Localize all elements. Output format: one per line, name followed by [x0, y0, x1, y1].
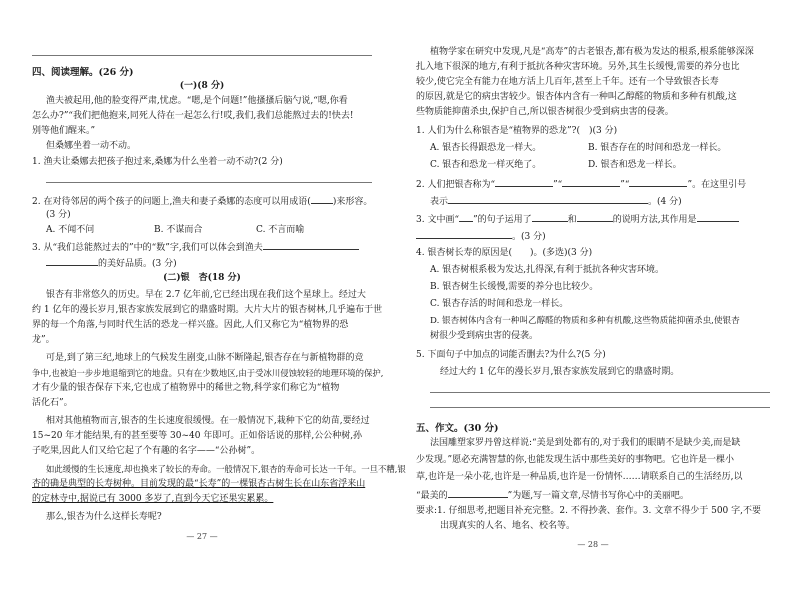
option-c[interactable]: C. 不言而喻	[256, 225, 305, 235]
question-1: 1. 渔夫让桑娜去把孩子抱过来,桑娜为什么坐着一动不动?(2 分)	[32, 157, 283, 167]
answer-line[interactable]	[430, 407, 770, 408]
question-b2-cont: 表示 。(4 分)	[430, 194, 682, 208]
passage-two-cont-line: 较少,使它完全有能力在地方活上几百年,甚至上千年。还有一个导致银杏长寿	[416, 77, 719, 87]
answer-line[interactable]	[46, 182, 372, 183]
passage-two-line: 子吃果,因此人们又给它起了个有趣的名字——“公孙树”。	[32, 446, 261, 456]
question-b5: 5. 下面句子中加点的词能否删去?为什么?(5 分)	[416, 350, 606, 360]
composition-line: 草,也许是一朵小花,也许是一种品质,也许是一份情怀……请联系自己的生活经历,以	[416, 472, 743, 482]
answer-blank[interactable]	[532, 212, 568, 222]
passage-one-line: 别等他们醒来。”	[32, 126, 96, 136]
answer-blank[interactable]	[562, 177, 620, 187]
answer-blank[interactable]	[416, 229, 512, 239]
answer-blank[interactable]	[577, 212, 613, 222]
passage-two-cont-line: 些物质能抑菌杀虫,保护自己,所以银杏树很少受到病虫害的侵袭。	[416, 107, 674, 117]
answer-blank[interactable]	[46, 256, 98, 266]
question-b1: 1. 人们为什么称银杏是“植物界的恐龙”?( )(3 分)	[416, 126, 618, 136]
passage-two-line: 可是,到了第三纪,地球上的气候发生剧变,山脉不断隆起,银杏存在与新植物群的竞	[46, 353, 364, 363]
passage-two-line: 那么,银杏为什么这样长寿呢?	[46, 512, 162, 522]
answer-blank[interactable]	[697, 212, 739, 222]
question-b5-sentence: 经过大约 1 亿年的漫长岁月,银杏家族发展到它的鼎盛时期。	[440, 367, 680, 377]
passage-one-line: 渔夫被起用,他的脸变得严肃,忧虑。“嗯,是个问题!”他搔搔后脑勺说,“嗯,你看	[46, 96, 348, 106]
question-2: 2. 在对待邻居的两个孩子的问题上,渔夫和妻子桑娜的态度可以用成语( )来形容。	[32, 194, 372, 208]
option-a[interactable]: A. 不闻不问	[46, 225, 95, 235]
passage-two-line: 相对其他植物而言,银杏的生长速度很缓慢。在一般情况下,栽种下它的幼苗,要经过	[46, 416, 370, 426]
passage-one-title: (一)(8 分)	[179, 81, 225, 91]
answer-blank[interactable]	[263, 240, 359, 250]
passage-two-line: 约 1 亿年的漫长岁月,银杏家族发展到它的鼎盛时期。大片大片的银杏树林,几乎遍布于世	[32, 305, 383, 315]
answer-blank[interactable]	[629, 177, 687, 187]
answer-blank[interactable]	[311, 194, 333, 204]
passage-two-cont-line: 的原因,就是它的病虫害较少。银杏体内含有一种叫乙醇醛的物质和多种有机酸,这	[416, 92, 737, 102]
section-four-title: 四、阅读理解。(26 分)	[32, 67, 134, 78]
composition-line: 法国雕塑家罗丹曾这样说:“美是到处都有的,对于我们的眼睛不是缺少美,而是缺	[430, 438, 741, 448]
option-b[interactable]: B. 不谋而合	[154, 225, 203, 235]
question-b4: 4. 银杏树长寿的原因是( )。(多选)(3 分)	[416, 248, 593, 258]
option-c[interactable]: C. 银杏存活的时间和恐龙一样长。	[430, 299, 569, 309]
requirements-line: 出现真实的人名、地名、校名等。	[440, 521, 576, 531]
passage-two-line: 15~20 年才能结果,有的甚至要等 30~40 年即可。正如俗话说的那样,公公种树,孙	[32, 431, 363, 441]
question-3-cont: 的美好品质。(3 分)	[46, 256, 177, 270]
top-rule	[32, 55, 372, 56]
passage-one-line: 但桑娜坐着一动不动。	[46, 141, 137, 151]
passage-two-line: 如此缓慢的生长速度,却也换来了较长的寿命。一般情况下,银杏的寿命可长达一千年。一旦不糟,银	[46, 464, 406, 474]
question-2-score: (3 分)	[46, 210, 71, 220]
question-b3: 3. 文中画“ ”的句子运用了 和 的说明方法,其作用是	[416, 212, 739, 226]
option-b[interactable]: B. 银杏存在的时间和恐龙一样长。	[588, 143, 727, 153]
option-d[interactable]: D. 银杏树体内含有一种叫乙醇醛的物质和多种有机酸,这些物质能抑菌杀虫,使银杏	[430, 316, 740, 326]
question-b3-cont: 。(3 分)	[416, 229, 546, 243]
composition-title-line: “最美的 ”为题,写一篇文章,尽情书写你心中的美丽吧。	[416, 488, 689, 502]
composition-line: 少发现。”愿必充满智慧的你,也能发现生活中那些美好的事物吧。它也许是一棵小	[416, 455, 734, 465]
passage-two-title: (二)银 杏(18 分)	[163, 273, 241, 283]
passage-two-line: 争中,也被迫一步步地退缩到它的地盘。只有在少数地区,由于受冰川侵蚀较轻的地理环境的保护,	[32, 368, 384, 378]
section-five-title: 五、作文。(30 分)	[416, 423, 499, 434]
right-page	[400, 0, 800, 589]
page-number: — 27 —	[186, 532, 218, 541]
wavy-line-mark	[459, 212, 473, 222]
answer-line[interactable]	[430, 392, 770, 393]
option-c[interactable]: C. 银杏和恐龙一样灭绝了。	[430, 160, 542, 170]
option-d[interactable]: D. 银杏和恐龙一样长。	[588, 160, 682, 170]
passage-one-line: 怎么办?”“我们把他抱来,同死人待在一起怎么行!哎,我们,我们总能熬过去的!快去!	[32, 111, 354, 121]
question-b2: 2. 人们把银杏称为“ ”“ ”“ ”。在这里引号	[416, 177, 746, 191]
requirements-line: 要求:1. 仔细思考,把题目补充完整。2. 不得抄袭、套作。3. 文章不得少于 500 字,不要	[416, 506, 761, 516]
option-a[interactable]: A. 银杏树根系极为发达,扎得深,有利于抵抗各种灾害环境。	[430, 265, 664, 275]
passage-two-cont-line: 扎入地下很深的地方,有利于抵抗各种灾害环境。另外,其生长缓慢,需要的养分也比	[416, 62, 740, 72]
option-a[interactable]: A. 银杏长得跟恐龙一样大。	[430, 143, 542, 153]
passage-two-line: 活化石”。	[32, 398, 73, 408]
passage-two-line: 界的每一个角落,与同时代生活的恐龙一样兴盛。因此,人们又称它为“植物界的恐	[32, 320, 349, 330]
answer-blank[interactable]	[448, 194, 648, 204]
page-number: — 28 —	[577, 540, 609, 549]
title-blank[interactable]	[448, 488, 508, 498]
passage-two-line-underlined: 杏的确是典型的长寿树种。目前发现的最“长寿”的一棵银杏古树生长在山东省浮来山	[32, 479, 366, 489]
option-d-cont: 树很少受到病虫害的侵袭。	[430, 331, 539, 341]
passage-two-line: 龙”。	[32, 335, 55, 345]
option-b[interactable]: B. 银杏树生长缓慢,需要的养分也比较少。	[430, 282, 599, 292]
passage-two-cont-line: 植物学家在研究中发现,凡是“高寿”的古老银杏,都有极为发达的根系,根系能够深深	[430, 47, 754, 57]
passage-two-line: 才有少量的银杏保存下来,它也成了植物界中的稀世之物,科学家们称它为“植物	[32, 383, 340, 393]
question-3: 3. 从“我们总能熬过去的”中的“数”字,我们可以体会到渔夫	[32, 240, 359, 254]
passage-two-line-underlined: 的定林寺中,据说已有 3000 多岁了,直到今天它还果实累累。	[32, 494, 274, 504]
passage-two-line: 银杏有非常悠久的历史。早在 2.7 亿年前,它已经出现在我们这个星球上。经过大	[46, 290, 366, 300]
answer-blank[interactable]	[495, 177, 553, 187]
